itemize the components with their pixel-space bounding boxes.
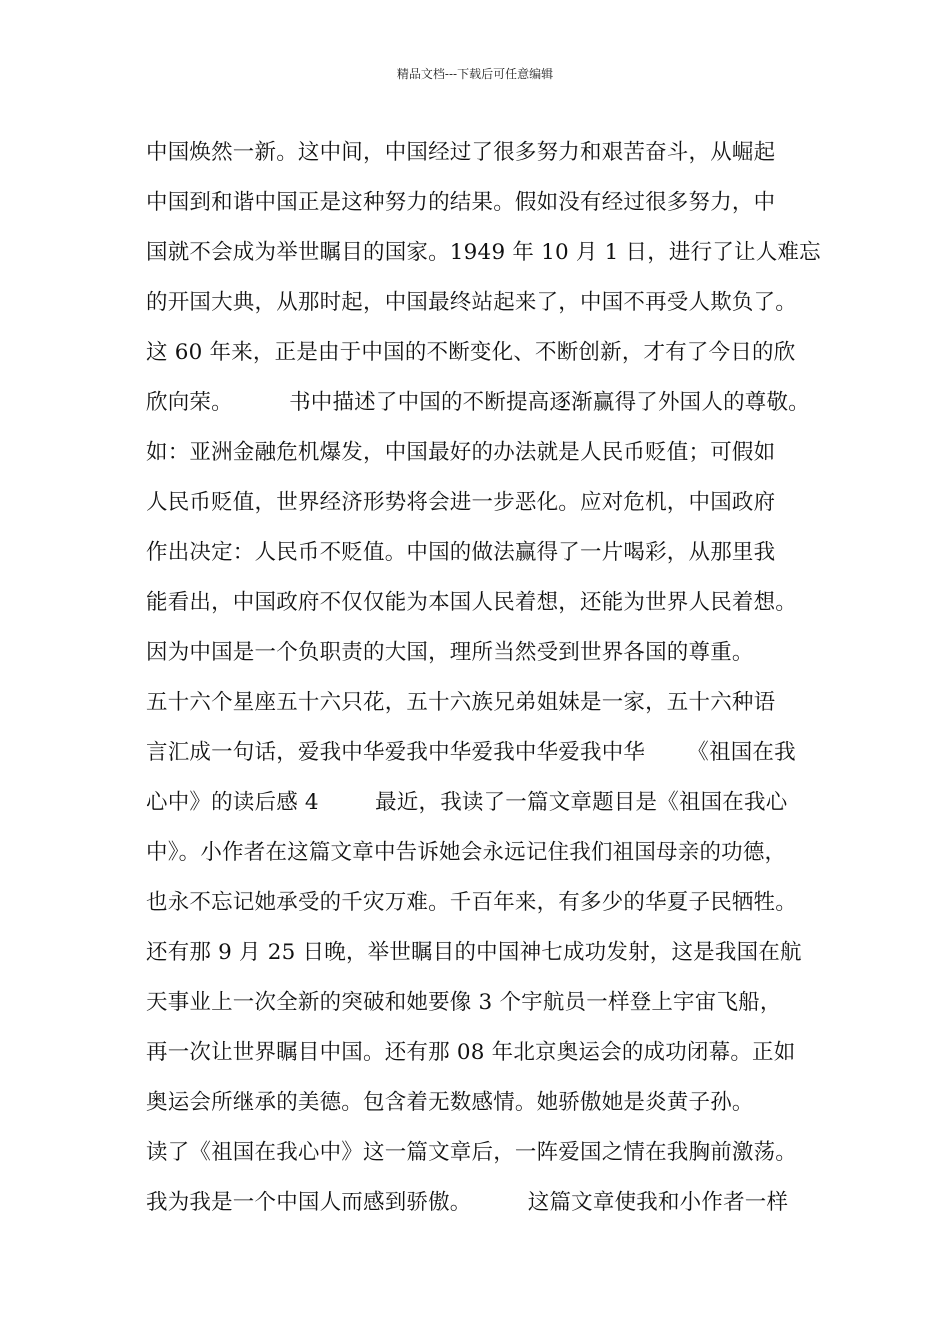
text-line: 我为我是一个中国人而感到骄傲。 这篇文章使我和小作者一样 bbox=[146, 1190, 789, 1215]
text-line: 作出决定：人民币不贬值。中国的做法赢得了一片喝彩，从那里我 bbox=[146, 540, 776, 565]
text-line: 国就不会成为举世瞩目的国家。1949 年 10 月 1 日，进行了让人难忘 bbox=[146, 240, 821, 265]
text-line: 欣向荣。 书中描述了中国的不断提高逐渐赢得了外国人的尊敬。 bbox=[146, 390, 810, 415]
text-line: 再一次让世界瞩目中国。还有那 08 年北京奥运会的成功闭幕。正如 bbox=[146, 1040, 796, 1065]
page-header: 精品文档---下载后可任意编辑 bbox=[396, 67, 554, 81]
text-line: 还有那 9 月 25 日晚，举世瞩目的中国神七成功发射，这是我国在航 bbox=[146, 940, 802, 965]
text-line: 如：亚洲金融危机爆发，中国最好的办法就是人民币贬值；可假如 bbox=[146, 440, 776, 465]
text-line: 言汇成一句话，爱我中华爱我中华爱我中华爱我中华 《祖国在我 bbox=[146, 740, 796, 765]
text-line: 能看出，中国政府不仅仅能为本国人民着想，还能为世界人民着想。 bbox=[146, 590, 798, 615]
document-body bbox=[146, 128, 826, 1228]
text-line: 这 60 年来，正是由于中国的不断变化、不断创新，才有了今日的欣 bbox=[146, 340, 796, 365]
text-line: 的开国大典，从那时起，中国最终站起来了，中国不再受人欺负了。 bbox=[146, 290, 798, 315]
text-line: 中国到和谐中国正是这种努力的结果。假如没有经过很多努力，中 bbox=[146, 190, 776, 215]
text-line: 心中》的读后感 4 最近，我读了一篇文章题目是《祖国在我心 bbox=[146, 790, 788, 815]
text-line: 天事业上一次全新的突破和她要像 3 个宇航员一样登上宇宙飞船， bbox=[146, 990, 782, 1015]
text-line: 也永不忘记她承受的千灾万难。千百年来，有多少的华夏子民牺牲。 bbox=[146, 890, 798, 915]
text-line: 中国焕然一新。这中间，中国经过了很多努力和艰苦奋斗，从崛起 bbox=[146, 140, 776, 165]
text-line: 五十六个星座五十六只花，五十六族兄弟姐妹是一家，五十六种语 bbox=[146, 690, 776, 715]
text-line: 中》。小作者在这篇文章中告诉她会永远记住我们祖国母亲的功德， bbox=[146, 840, 787, 865]
text-line: 人民币贬值，世界经济形势将会进一步恶化。应对危机，中国政府 bbox=[146, 490, 776, 515]
text-line: 读了《祖国在我心中》这一篇文章后，一阵爱国之情在我胸前激荡。 bbox=[146, 1140, 798, 1165]
text-line: 因为中国是一个负职责的大国，理所当然受到世界各国的尊重。 bbox=[146, 640, 754, 665]
text-line: 奥运会所继承的美德。包含着无数感情。她骄傲她是炎黄子孙。 bbox=[146, 1090, 754, 1115]
